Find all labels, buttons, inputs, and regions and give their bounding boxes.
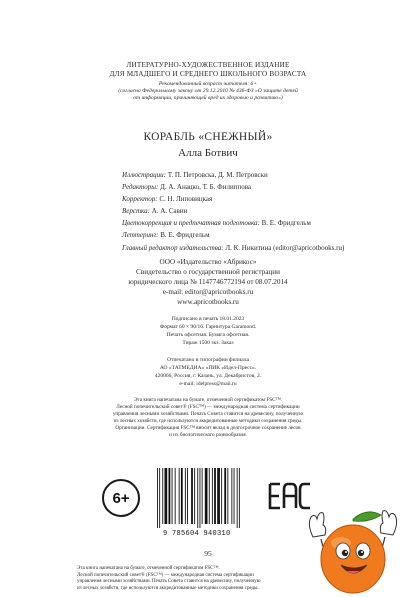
barcode-bar bbox=[231, 468, 232, 524]
genre-line: ЛИТЕРАТУРНО-ХУДОЖЕСТВЕННОЕ ИЗДАНИЕ bbox=[126, 61, 290, 69]
footer-line: управления лесными хозяйствами. Печать Совета ставится на древесину, полученную bbox=[77, 579, 261, 584]
barcode-digits: 9 785604 940310 bbox=[163, 530, 231, 538]
page-number: 95 bbox=[204, 549, 212, 558]
credit-role: Редакторы: bbox=[122, 183, 159, 192]
barcode bbox=[153, 468, 263, 532]
credit-name: А. А. Савин bbox=[151, 207, 188, 216]
barcode-bar bbox=[221, 468, 222, 524]
barcode-bar bbox=[191, 468, 193, 524]
printer-line2: АО «ТАТМЕДИА» «ПИК «Идел-Пресс». bbox=[159, 365, 257, 371]
audience-line: ДЛЯ МЛАДШЕГО И СРЕДНЕГО ШКОЛЬНОГО ВОЗРАСТА bbox=[109, 70, 307, 78]
printer-line1: Отпечатано в типографии филиала bbox=[167, 357, 249, 363]
barcode-bar bbox=[200, 468, 201, 528]
fsc-line1: Эта книга напечатана на бумаге, отмеченной сертификатом FSC™. bbox=[134, 397, 282, 403]
credit-row bbox=[122, 181, 344, 193]
barcode-bar bbox=[169, 468, 171, 524]
credit-row bbox=[122, 242, 344, 254]
printer-address: 420066, Россия, г. Казань, ул. Декабристов, 2. bbox=[154, 373, 262, 379]
barcode-bar bbox=[205, 468, 208, 524]
credit-name: В. Е. Фридгельм bbox=[261, 219, 311, 228]
age-note: Рекомендованный возраст читателя: 6+ bbox=[158, 81, 258, 87]
publisher-website: www.apricotbooks.ru bbox=[177, 298, 239, 306]
law-note-line2: от информации, причиняющей вред их здоровью и развитию») bbox=[133, 95, 283, 101]
printer-email: e-mail: idelpress@mail.ru bbox=[179, 381, 237, 387]
credit-name: Д. А. Анацко, Т. Б. Филиппова bbox=[160, 183, 252, 192]
publisher-registration-number: юридического лица № 1147746772194 от 08.07.2014 bbox=[128, 278, 288, 286]
barcode-bar bbox=[227, 468, 228, 524]
print-run: Тираж 1500 экз. Заказ bbox=[182, 340, 234, 346]
footer-note bbox=[77, 566, 260, 592]
mascot-body bbox=[321, 525, 385, 593]
age-rating-badge: 6+ bbox=[102, 479, 140, 517]
barcode-bar bbox=[194, 468, 195, 524]
barcode-bar bbox=[217, 468, 220, 524]
barcode-bar bbox=[224, 468, 226, 524]
footer-line: Лесной попечительский совет® (FSC™) — международная система сертификации bbox=[77, 572, 254, 578]
credits-list bbox=[122, 169, 344, 254]
law-note-line1: (согласно Федеральному закону от 29.12.2010 № 436-ФЗ «О защите детей bbox=[118, 88, 298, 94]
fsc-line6: и их биологического разнообразия. bbox=[169, 432, 247, 438]
barcode-bar bbox=[181, 468, 183, 524]
barcode-bar bbox=[172, 468, 173, 524]
credit-row bbox=[122, 205, 344, 217]
credit-role: Корректор: bbox=[122, 195, 158, 204]
credit-name: В. Е. Фридгельм bbox=[160, 231, 210, 240]
fsc-line5: Организации. Сертификация FSC™ вносит вклад в долгосрочное сохранение лесов bbox=[115, 425, 301, 431]
credit-role: Цветокоррекция и предпечатная подготовка: bbox=[122, 219, 260, 228]
barcode-bar bbox=[212, 468, 213, 524]
mascot-leaf bbox=[353, 512, 381, 522]
barcode-bar bbox=[165, 468, 168, 524]
credit-row bbox=[122, 193, 344, 205]
barcode-bar bbox=[237, 468, 238, 528]
barcode-bar bbox=[179, 468, 180, 524]
print-type: Печать офсетная. Бумага офсетная. bbox=[166, 332, 250, 338]
barcode-bar bbox=[214, 468, 216, 524]
fsc-line4: из лесных хозяйств, где используются аккредитованные методики сохранения среды. bbox=[113, 418, 303, 424]
publisher-registration: Свидетельство о государственной регистрации bbox=[136, 268, 280, 276]
fsc-line2: Лесной попечительский совет® (FSC™) — международная система сертификации bbox=[116, 404, 300, 410]
credit-name: Т. П. Петровска, Д. М. Петровски bbox=[167, 171, 268, 179]
print-format: Формат 60 × 90/16. Гарнитура Garamond. bbox=[159, 324, 257, 330]
publisher-email: e-mail: editor@apricotbooks.ru bbox=[162, 288, 254, 296]
barcode-bar bbox=[202, 468, 203, 524]
footer-line: из лесных хозяйств, где используются аккредитованные методики сохранения среды. bbox=[77, 585, 259, 591]
credit-row bbox=[122, 217, 344, 229]
barcode-bar bbox=[197, 468, 198, 528]
footer-line: Эта книга напечатана на бумаге, отмеченной сертификатом FSC™. bbox=[77, 566, 220, 571]
credit-role: Главный редактор издательства: bbox=[122, 243, 224, 252]
barcode-bar bbox=[209, 468, 210, 524]
barcode-bar bbox=[187, 468, 188, 524]
credit-row bbox=[122, 169, 344, 181]
credit-name: Л. К. Никитина (editor@apricotbooks.ru) bbox=[225, 243, 345, 252]
barcode-bar bbox=[234, 468, 235, 524]
barcode-bar bbox=[159, 468, 160, 528]
fsc-line3: управления лесными хозяйствами. Печать Совета ставится на древесину, полученную bbox=[112, 411, 304, 417]
apricot-mascot-illustration bbox=[297, 505, 409, 597]
credit-role: Леттеринг: bbox=[122, 231, 159, 240]
book-author: Алла Ботвич bbox=[178, 147, 238, 159]
barcode-bar bbox=[157, 468, 158, 528]
signed-to-print: Подписано в печать 18.01.2023 bbox=[171, 316, 245, 322]
publisher-name: ООО «Издательство «Абрикос» bbox=[159, 258, 257, 266]
credit-row bbox=[122, 229, 344, 241]
credit-name: С. Н. Липовицкая bbox=[159, 195, 213, 204]
barcode-bar bbox=[162, 468, 163, 524]
credit-role: Верстка: bbox=[122, 207, 150, 216]
barcode-bar bbox=[175, 468, 176, 524]
book-title: КОРАБЛЬ «СНЕЖНЫЙ» bbox=[143, 131, 273, 143]
barcode-bar bbox=[185, 468, 186, 524]
barcode-bar bbox=[239, 468, 240, 528]
credit-role: Иллюстрации: bbox=[122, 171, 166, 179]
